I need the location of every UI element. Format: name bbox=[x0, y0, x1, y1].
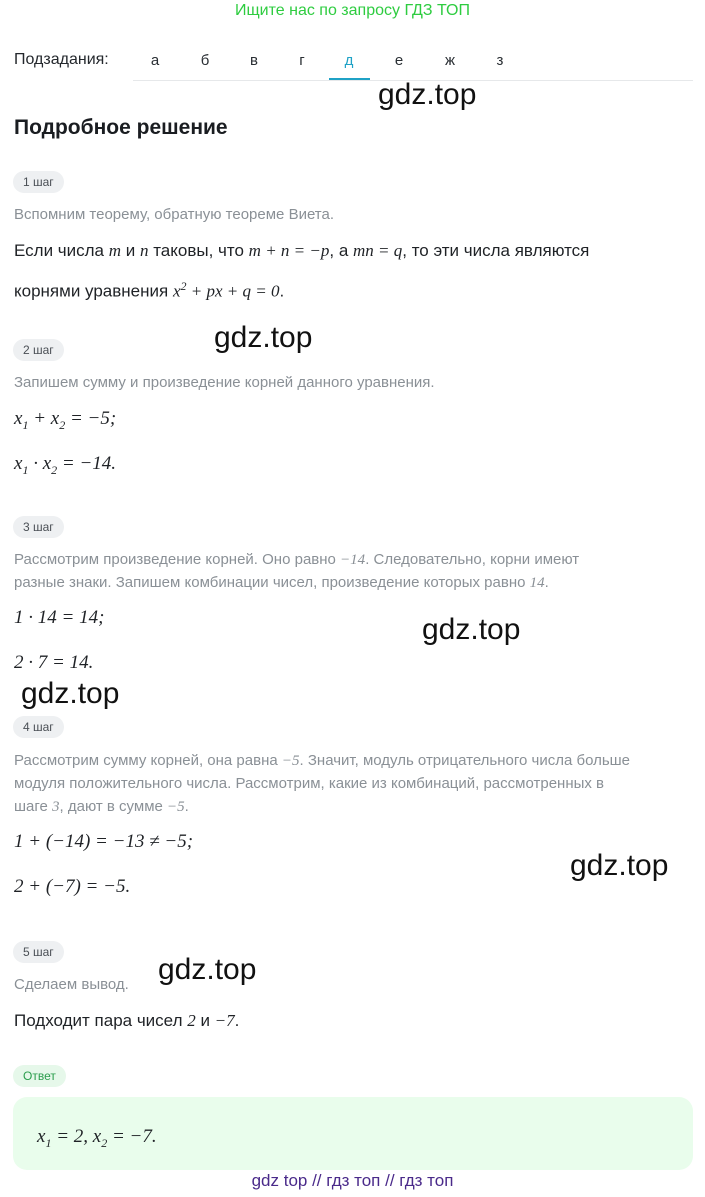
step-4-hint-line2: модуля положительного числа. Рассмотрим, какие из комбинаций, рассмотренных в bbox=[14, 775, 605, 792]
step-2-equation-product: $x_1 \cdot x_2 = -14$. bbox=[14, 453, 117, 477]
step-2-badge: 2 шаг bbox=[13, 339, 64, 361]
page-title: Подробное решение bbox=[14, 116, 228, 139]
step-5-badge: 5 шаг bbox=[13, 941, 64, 963]
tab-z[interactable]: з bbox=[496, 52, 504, 69]
step-4-equation-1: 1 + (−14) = −13 ≠ −5; bbox=[14, 831, 194, 852]
tab-zh[interactable]: ж bbox=[444, 52, 456, 69]
tab-d-active[interactable]: д bbox=[344, 52, 354, 69]
subtasks-label: Подзадания: bbox=[14, 51, 109, 68]
step-3-hint-line2: разные знаки. Запишем комбинации чисел, произведение которых равно 14. bbox=[14, 574, 549, 591]
step-4-badge: 4 шаг bbox=[13, 716, 64, 738]
step-1-text-line1: Если числа m и n таковы, что m + n = −p, а mn = q, то эти числа являются bbox=[14, 241, 590, 260]
step-4-equation-2: 2 + (−7) = −5. bbox=[14, 876, 131, 897]
answer-equation: $x_1 = 2$, $x_2 = -7$. bbox=[37, 1126, 157, 1150]
step-2-hint: Запишем сумму и произведение корней данного уравнения. bbox=[14, 374, 435, 391]
footer-links[interactable]: gdz top // гдз топ // гдз топ bbox=[251, 1171, 454, 1190]
watermark: gdz.top bbox=[570, 849, 669, 882]
step-5-hint: Сделаем вывод. bbox=[14, 976, 129, 993]
promo-banner: Ищите нас по запросу ГДЗ ТОП bbox=[235, 2, 470, 19]
step-3-equation-1: 1 · 14 = 14; bbox=[14, 607, 105, 628]
tab-g[interactable]: г bbox=[299, 52, 305, 69]
step-2-equation-sum: $x_1 + x_2 = -5$; bbox=[14, 408, 117, 432]
step-3-equation-2: 2 · 7 = 14. bbox=[14, 652, 94, 673]
watermark: gdz.top bbox=[21, 677, 120, 710]
step-1-text-line2: корнями уравнения $x^2$ + px + q = 0. bbox=[14, 279, 285, 301]
step-3-badge: 3 шаг bbox=[13, 516, 64, 538]
step-4-hint-line3: шаге 3, дают в сумме −5. bbox=[14, 798, 189, 815]
step-5-conclusion: Подходит пара чисел 2 и −7. bbox=[14, 1011, 240, 1030]
tab-a[interactable]: а bbox=[150, 52, 160, 69]
tab-e[interactable]: е bbox=[394, 52, 404, 69]
watermark: gdz.top bbox=[158, 953, 257, 986]
watermark: gdz.top bbox=[214, 321, 313, 354]
step-1-hint: Вспомним теорему, обратную теореме Виета. bbox=[14, 206, 335, 223]
watermark: gdz.top bbox=[378, 78, 477, 111]
answer-badge: Ответ bbox=[13, 1065, 66, 1087]
tab-b[interactable]: б bbox=[200, 52, 210, 69]
tab-v[interactable]: в bbox=[250, 52, 258, 69]
step-1-badge: 1 шаг bbox=[13, 171, 64, 193]
watermark: gdz.top bbox=[422, 613, 521, 646]
step-3-hint-line1: Рассмотрим произведение корней. Оно равно −14. Следовательно, корни имеют bbox=[14, 551, 580, 568]
step-4-hint-line1: Рассмотрим сумму корней, она равна −5. Значит, модуль отрицательного числа больше bbox=[14, 752, 631, 769]
active-tab-indicator bbox=[329, 78, 370, 80]
